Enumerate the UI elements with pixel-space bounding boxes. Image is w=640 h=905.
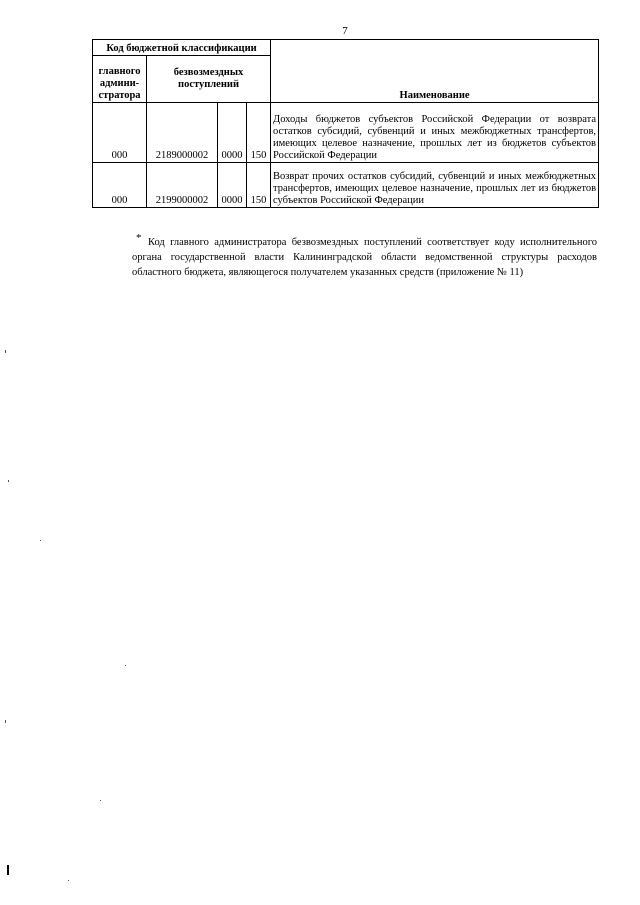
footnote bbox=[132, 232, 597, 280]
scan-speck bbox=[8, 480, 9, 482]
footnote-text: Код главного администратора безвозмездных поступлений соответствует коду исполнительного органа государственной власти Калининградской области ведомственной структуры расходов областного бюджета, являющегося получателем указанных средств (приложение № 11) bbox=[132, 237, 597, 278]
header-revenue: безвозмездных поступлений bbox=[147, 56, 271, 103]
scan-speck bbox=[7, 865, 9, 875]
scan-speck bbox=[100, 800, 101, 801]
header-admin: главного админи-стратора bbox=[93, 56, 147, 103]
scan-speck bbox=[5, 350, 6, 353]
header-budget-classification: Код бюджетной классификации bbox=[93, 40, 271, 56]
row-sub-code: 0000 bbox=[218, 103, 247, 163]
table-row bbox=[93, 163, 599, 208]
row-admin-code: 000 bbox=[93, 163, 147, 208]
row-admin-code: 000 bbox=[93, 103, 147, 163]
scan-speck bbox=[68, 880, 69, 881]
scan-speck bbox=[125, 665, 126, 666]
header-name: Наименование bbox=[271, 40, 599, 103]
budget-classification-table bbox=[92, 39, 599, 208]
table-row bbox=[93, 103, 599, 163]
page-number: 7 bbox=[342, 25, 348, 37]
row-kind-code: 150 bbox=[247, 163, 271, 208]
scan-speck bbox=[5, 720, 6, 723]
row-revenue-code: 2189000002 bbox=[147, 103, 218, 163]
footnote-marker: * bbox=[136, 232, 142, 244]
row-name: Возврат прочих остатков субсидий, субвенций и иных межбюджетных трансфертов, имеющих целевое назначение, прошлых лет из бюджетов субъектов Российской Федерации bbox=[271, 163, 599, 208]
row-kind-code: 150 bbox=[247, 103, 271, 163]
row-sub-code: 0000 bbox=[218, 163, 247, 208]
row-name: Доходы бюджетов субъектов Российской Федерации от возврата остатков субсидий, субвенций и иных межбюджетных трансфертов, имеющих целевое назначение, прошлых лет из бюджетов субъектов Российской Федерации bbox=[271, 103, 599, 163]
row-revenue-code: 2199000002 bbox=[147, 163, 218, 208]
scan-speck bbox=[40, 540, 41, 541]
